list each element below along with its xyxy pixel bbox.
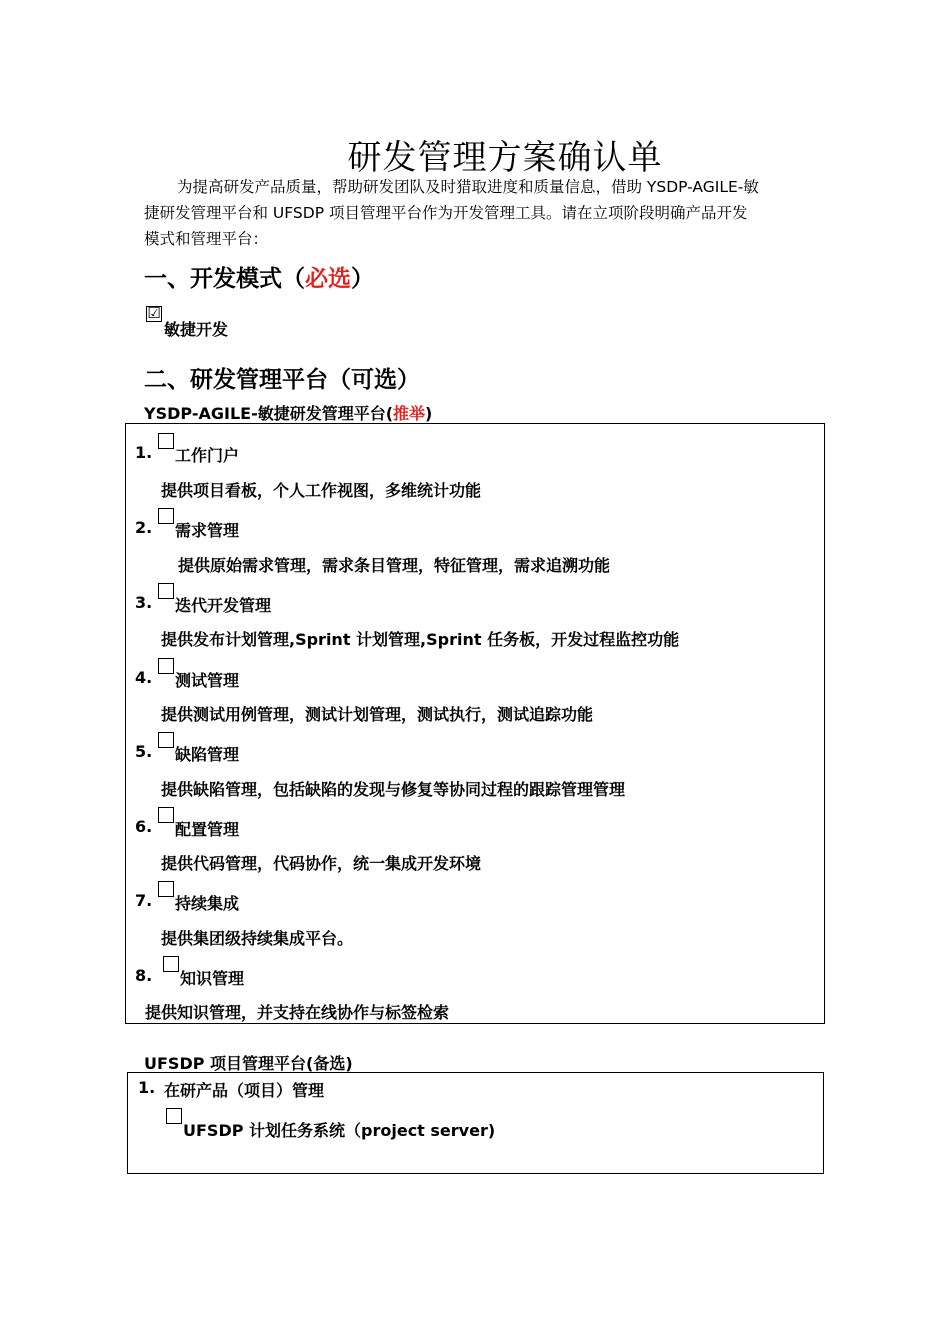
ysdp-item-3-desc: 提供发布计划管理,Sprint 计划管理,Sprint 任务板，开发过程监控功能 <box>161 630 680 649</box>
ysdp-item-7-checkbox[interactable] <box>158 881 174 897</box>
ufsdp-item-1-label: 在研产品（项目）管理 <box>164 1081 325 1100</box>
ysdp-item-5-checkbox[interactable] <box>158 732 174 748</box>
agile-checkbox[interactable]: ☑ <box>147 304 161 322</box>
section1-heading-required: 必选 <box>305 266 351 292</box>
ysdp-item-8-desc: 提供知识管理，并支持在线协作与标签检索 <box>145 1003 450 1022</box>
ysdp-item-6-number: 6. <box>135 817 153 836</box>
agile-option-label: 敏捷开发 <box>164 320 229 339</box>
ysdp-item-6-desc: 提供代码管理，代码协作，统一集成开发环境 <box>161 854 482 873</box>
ysdp-item-8-number: 8. <box>135 966 153 985</box>
ysdp-item-2-checkbox[interactable] <box>158 508 174 524</box>
ysdp-item-8-label: 知识管理 <box>180 969 245 988</box>
ysdp-title <box>144 401 432 424</box>
intro-line-3: 模式和管理平台： <box>144 230 269 248</box>
ufsdp-project-server-label: UFSDP 计划任务系统（project server) <box>183 1121 496 1140</box>
ysdp-item-3-number: 3. <box>135 593 153 612</box>
ysdp-item-2-number: 2. <box>135 518 153 537</box>
ysdp-item-6-checkbox[interactable] <box>158 807 174 823</box>
ysdp-item-1-number: 1. <box>135 443 153 462</box>
ysdp-title-suffix: ) <box>425 404 433 423</box>
ysdp-item-1-desc: 提供项目看板，个人工作视图，多维统计功能 <box>161 481 482 500</box>
ysdp-item-3-label: 迭代开发管理 <box>175 596 272 615</box>
ysdp-item-5-number: 5. <box>135 742 153 761</box>
ysdp-item-8-checkbox[interactable] <box>163 956 179 972</box>
ufsdp-item-1-number: 1. <box>138 1078 156 1097</box>
ysdp-item-5-desc: 提供缺陷管理，包括缺陷的发现与修复等协同过程的跟踪管理管理 <box>161 780 626 799</box>
ysdp-item-3-checkbox[interactable] <box>158 583 174 599</box>
ysdp-item-4-number: 4. <box>135 668 153 687</box>
ysdp-item-7-number: 7. <box>135 891 153 910</box>
ysdp-item-4-label: 测试管理 <box>175 671 240 690</box>
ysdp-item-2-label: 需求管理 <box>175 521 240 540</box>
page-title: 研发管理方案确认单 <box>347 138 663 178</box>
ysdp-item-7-desc: 提供集团级持续集成平台。 <box>161 929 354 948</box>
ufsdp-title: UFSDP 项目管理平台(备选) <box>144 1054 353 1073</box>
section1-heading-suffix: ） <box>351 266 374 292</box>
ysdp-title-prefix: YSDP-AGILE-敏捷研发管理平台( <box>144 404 394 423</box>
ysdp-item-1-label: 工作门户 <box>175 446 240 465</box>
ysdp-title-recommend: 推举 <box>393 404 426 423</box>
ysdp-item-5-label: 缺陷管理 <box>175 745 240 764</box>
ysdp-item-1-checkbox[interactable] <box>158 433 174 449</box>
ysdp-item-7-label: 持续集成 <box>175 894 240 913</box>
intro-line-1: 为提高研发产品质量，帮助研发团队及时猎取进度和质量信息，借助 YSDP-AGILE-敏 <box>177 178 759 196</box>
ysdp-item-6-label: 配置管理 <box>175 820 240 839</box>
ysdp-item-4-checkbox[interactable] <box>158 658 174 674</box>
section1-heading <box>144 260 374 293</box>
intro-line-2: 捷研发管理平台和 UFSDP 项目管理平台作为开发管理工具。请在立项阶段明确产品开发 <box>144 204 748 222</box>
ysdp-item-4-desc: 提供测试用例管理，测试计划管理，测试执行，测试追踪功能 <box>161 705 594 724</box>
section2-heading: 二、研发管理平台（可选） <box>144 367 420 393</box>
ysdp-item-2-desc: 提供原始需求管理，需求条目管理，特征管理，需求追溯功能 <box>178 556 611 575</box>
section1-heading-prefix: 一、开发模式（ <box>144 266 305 292</box>
intro-paragraph <box>144 174 810 252</box>
ufsdp-project-server-checkbox[interactable] <box>166 1108 182 1124</box>
